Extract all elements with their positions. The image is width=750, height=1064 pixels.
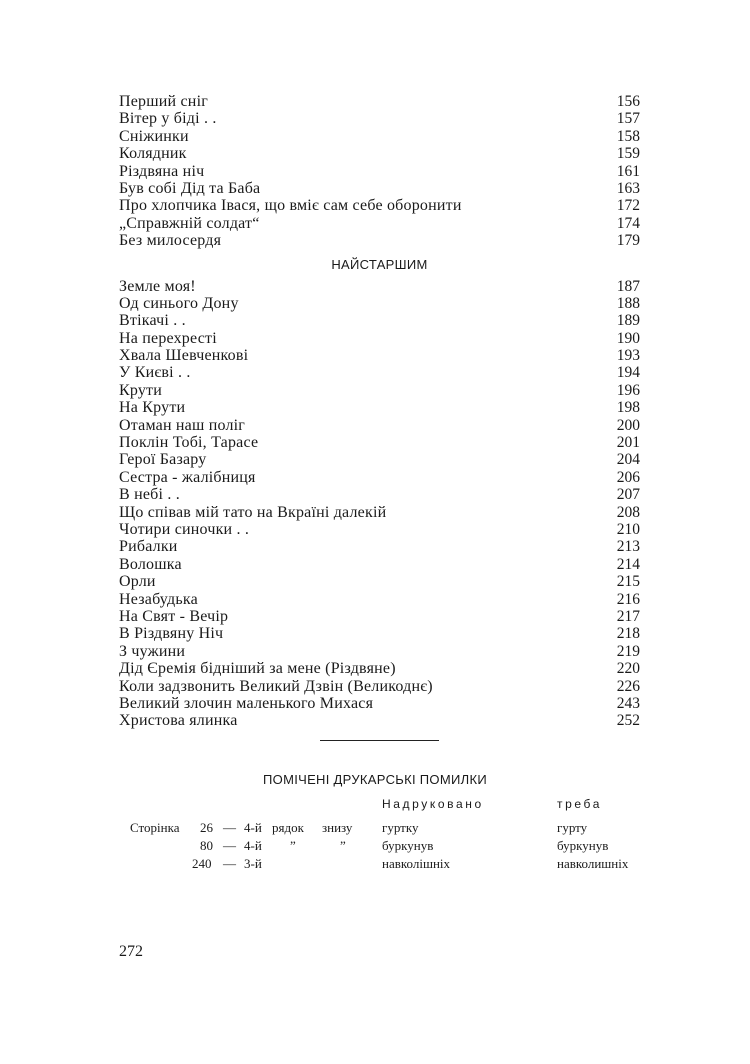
toc-entry-page: 219 (616, 642, 640, 660)
section-heading: НАЙСТАРШИМ (331, 256, 428, 272)
toc-entry (119, 625, 640, 642)
toc-group-top (119, 93, 640, 250)
page-number: 272 (119, 943, 143, 960)
toc-entry-title: Вітер у біді . . (119, 110, 217, 128)
toc-entry-title: Сніжинки (119, 127, 189, 145)
toc-entry-title: На перехресті (119, 329, 217, 347)
errata-cell-dash: — (223, 820, 236, 835)
toc-entry-page: 187 (616, 277, 640, 295)
errata-cell-line: 4-й (244, 838, 262, 853)
toc-entry (119, 364, 640, 381)
toc-entry (119, 330, 640, 347)
toc-entry-page: 188 (616, 294, 640, 312)
table-of-contents (119, 93, 640, 730)
toc-entry-page: 198 (616, 399, 640, 417)
toc-entry (119, 469, 640, 486)
toc-entry (119, 399, 640, 416)
toc-entry (119, 417, 640, 434)
toc-entry (119, 695, 640, 712)
toc-entry (119, 434, 640, 451)
toc-entry-page: 172 (616, 197, 640, 215)
toc-entry (119, 556, 640, 573)
toc-entry (119, 180, 640, 197)
toc-entry-title: Різдвяна ніч (119, 162, 205, 180)
toc-entry-page: 204 (616, 451, 640, 469)
toc-entry-page: 189 (616, 312, 640, 330)
errata-header-printed: Надруковано (382, 797, 484, 811)
toc-entry (119, 197, 640, 214)
toc-entry-page: 210 (616, 520, 640, 538)
toc-entry (119, 678, 640, 695)
toc-entry-title: Що співав мій тато на Вкраїні далекій (119, 503, 387, 521)
toc-entry-title: Перший сніг (119, 93, 208, 110)
errata-cell-where: знизу (322, 820, 353, 835)
toc-entry (119, 573, 640, 590)
toc-group-bottom (119, 278, 640, 730)
toc-entry-title: Дід Єремія бідніший за мене (Різдвяне) (119, 660, 396, 678)
toc-entry-title: У Києві . . (119, 364, 191, 382)
toc-entry (119, 486, 640, 503)
toc-entry-page: 200 (616, 416, 640, 434)
toc-entry (119, 215, 640, 232)
errata-cell-page: 80 (200, 838, 213, 853)
errata-label-page: Сторінка (130, 820, 180, 835)
errata-cell-page: 26 (200, 820, 213, 835)
toc-entry-title: Герої Базару (119, 451, 207, 469)
errata-cell-should: гурту (557, 820, 588, 835)
toc-entry-title: Втікачі . . (119, 312, 186, 330)
toc-entry-title: Од синього Дону (119, 294, 239, 312)
toc-entry (119, 504, 640, 521)
toc-entry-title: В небі . . (119, 486, 180, 504)
toc-entry-page: 213 (616, 538, 640, 556)
toc-entry-page: 226 (616, 677, 640, 695)
errata-cell-should: навколишніх (557, 856, 629, 871)
toc-entry-title: Коли задзвонить Великий Дзвін (Великоднє) (119, 677, 433, 695)
errata-cell-line: 4-й (244, 820, 262, 835)
toc-entry-title: Був собі Дід та Баба (119, 179, 261, 197)
toc-entry-title: Незабудька (119, 590, 198, 608)
toc-entry (119, 382, 640, 399)
errata-cell-printed: навколішніх (382, 856, 451, 871)
toc-entry-page: 190 (616, 329, 640, 347)
toc-entry-title: Чотири синочки . . (119, 520, 250, 538)
toc-entry-title: Христова ялинка (119, 712, 238, 730)
toc-entry-page: 194 (616, 364, 640, 382)
errata-cell-where: ” (290, 838, 296, 853)
errata-cell-page: 240 (192, 856, 212, 871)
toc-entry (119, 591, 640, 608)
errata-cell-where: рядок (272, 820, 304, 835)
errata-cell-dash: — (223, 856, 236, 871)
toc-entry-title: Сестра - жалібниця (119, 468, 256, 486)
toc-entry-page: 158 (616, 127, 640, 145)
toc-entry (119, 163, 640, 180)
toc-entry-title: Без милосердя (119, 232, 222, 250)
toc-entry (119, 538, 640, 555)
toc-entry (119, 295, 640, 312)
toc-entry-page: 206 (616, 468, 640, 486)
errata-cell-printed: буркунув (382, 838, 434, 853)
toc-entry (119, 712, 640, 729)
toc-entry-page: 196 (616, 381, 640, 399)
toc-entry-title: Рибалки (119, 538, 178, 556)
toc-entry-page: 252 (616, 712, 640, 730)
divider-rule (320, 740, 439, 741)
toc-entry (119, 608, 640, 625)
toc-entry (119, 451, 640, 468)
toc-entry (119, 521, 640, 538)
toc-entry (119, 643, 640, 660)
toc-entry-page: 163 (616, 179, 640, 197)
toc-entry-page: 216 (616, 590, 640, 608)
toc-entry-title: Крути (119, 381, 163, 399)
toc-entry (119, 660, 640, 677)
toc-entry (119, 232, 640, 249)
toc-entry-title: Отаман наш поліг (119, 416, 246, 434)
toc-entry (119, 93, 640, 110)
errata-cell-where: ” (340, 838, 346, 853)
errata-cell-dash: — (223, 838, 236, 853)
toc-entry-title: Хвала Шевченкові (119, 347, 249, 365)
toc-entry-page: 193 (616, 347, 640, 365)
toc-entry-page: 215 (616, 573, 640, 591)
toc-entry-page: 157 (616, 110, 640, 128)
toc-entry-title: З чужини (119, 642, 186, 660)
toc-entry-page: 179 (616, 232, 640, 250)
errata-header-should: треба (557, 797, 602, 811)
toc-entry-page: 161 (616, 162, 640, 180)
toc-entry-page: 159 (616, 145, 640, 163)
toc-entry (119, 128, 640, 145)
toc-entry-page: 243 (616, 694, 640, 712)
toc-entry (119, 278, 640, 295)
errata-cell-printed: гуртку (382, 820, 419, 835)
toc-entry-page: 218 (616, 625, 640, 643)
toc-entry-page: 156 (616, 93, 640, 110)
toc-entry-title: Орли (119, 573, 156, 591)
toc-entry (119, 145, 640, 162)
toc-entry (119, 347, 640, 364)
toc-entry-title: В Різдвяну Ніч (119, 625, 224, 643)
toc-entry-page: 174 (616, 214, 640, 232)
toc-entry-page: 220 (616, 660, 640, 678)
toc-entry-title: „Справжній солдат“ (119, 214, 260, 232)
errata-cell-should: буркунув (557, 838, 609, 853)
errata-cell-line: 3-й (244, 856, 262, 871)
toc-entry-page: 207 (616, 486, 640, 504)
toc-entry-title: Земле моя! (119, 277, 196, 295)
toc-entry-title: Великий злочин маленького Михася (119, 694, 374, 712)
toc-entry-title: Колядник (119, 145, 187, 163)
toc-entry-title: Про хлопчика Івася, що вміє сам себе оборонити (119, 197, 462, 215)
toc-entry-page: 214 (616, 555, 640, 573)
toc-entry-title: На Крути (119, 399, 186, 417)
toc-entry-page: 201 (616, 434, 640, 452)
toc-entry-title: Волошка (119, 555, 182, 573)
errata-title: ПОМІЧЕНІ ДРУКАРСЬКІ ПОМИЛКИ (263, 772, 487, 787)
toc-entry-title: На Свят - Вечір (119, 607, 229, 625)
toc-entry-title: Поклін Тобі, Тарасе (119, 434, 259, 452)
toc-entry (119, 312, 640, 329)
toc-entry-page: 217 (616, 607, 640, 625)
toc-entry-page: 208 (616, 503, 640, 521)
toc-entry (119, 110, 640, 127)
